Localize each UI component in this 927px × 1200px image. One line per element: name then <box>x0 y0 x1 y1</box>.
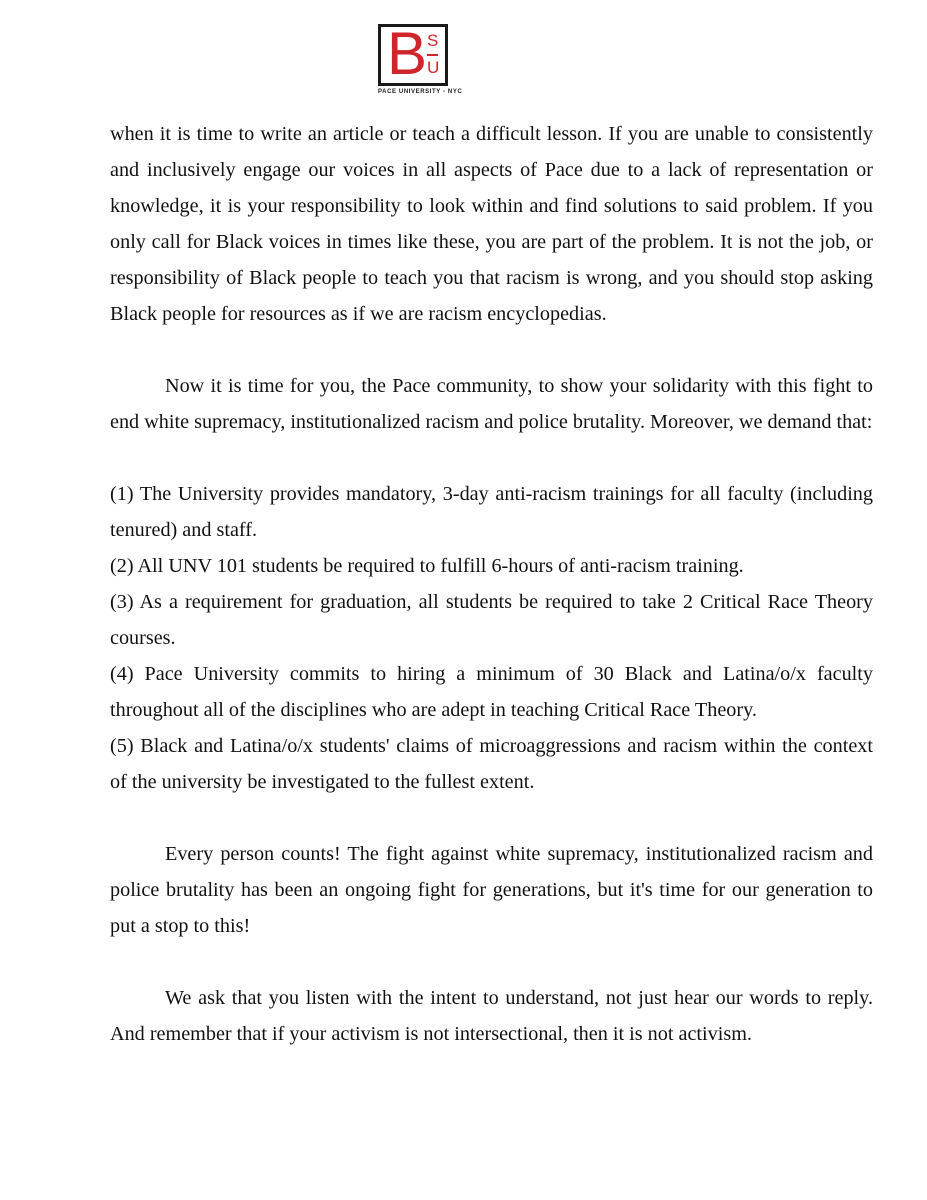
logo-divider <box>427 54 438 56</box>
logo-letter-b: B <box>387 20 428 87</box>
demand-item-4: (4) Pace University commits to hiring a minimum of 30 Black and Latina/o/x faculty throughout all of the disciplines who are adept in teaching Critical Race Theory. <box>110 663 873 721</box>
paragraph-solidarity: Now it is time for you, the Pace community, to show your solidarity with this fight to end white supremacy, institutionalized racism and police brutality. Moreover, we demand that: <box>110 375 873 433</box>
logo-letter-u: U <box>427 58 440 77</box>
paragraph-spacer <box>110 332 873 368</box>
paragraph-continuation: when it is time to write an article or teach a difficult lesson. If you are unable to consistently and inclusively engage our voices in all aspects of Pace due to a lack of representation or knowledge, it is your responsibility to look within and find solutions to said problem. If you only call for Black voices in times like these, you are part of the problem. It is not the job, or responsibility of Black people to teach you that racism is wrong, and you should stop asking Black people for resources as if we are racism encyclopedias. <box>110 123 873 325</box>
logo-subtitle: PACE UNIVERSITY - NYC <box>378 89 463 95</box>
demands-list <box>110 476 873 800</box>
demand-item-5: (5) Black and Latina/o/x students' claims of microaggressions and racism within the context of the university be investigated to the fullest extent. <box>110 735 873 793</box>
demand-item-3: (3) As a requirement for graduation, all students be required to take 2 Critical Race Theory courses. <box>110 591 873 649</box>
paragraph-spacer <box>110 440 873 476</box>
paragraph-spacer <box>110 800 873 836</box>
demand-item-2: (2) All UNV 101 students be required to fulfill 6-hours of anti-racism training. <box>110 555 744 577</box>
letter-body <box>110 116 873 1052</box>
logo-mark <box>378 20 448 87</box>
paragraph-closing: We ask that you listen with the intent to understand, not just hear our words to reply. And remember that if your activism is not intersectional, then it is not activism. <box>110 987 873 1045</box>
demand-item-1: (1) The University provides mandatory, 3-day anti-racism trainings for all faculty (including tenured) and staff. <box>110 483 873 541</box>
bsu-logo <box>378 20 478 95</box>
logo-letter-s: S <box>427 31 439 50</box>
paragraph-every-person: Every person counts! The fight against white supremacy, institutionalized racism and police brutality has been an ongoing fight for generations, but it's time for our generation to put a stop to this! <box>110 843 873 937</box>
paragraph-spacer <box>110 944 873 980</box>
